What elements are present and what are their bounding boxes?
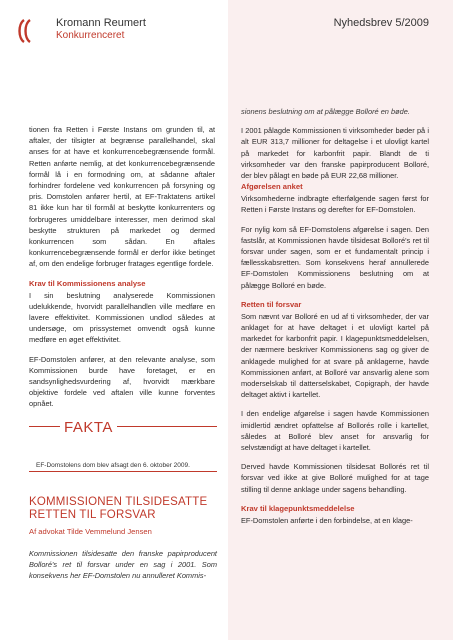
paragraph: I sin beslutning analyserede Kommissionen udelukkende, hvorvidt parallelhandlen ville medføre en lavere effektivitet. Kommissionen undlod således at undersøge, om prissystemet omvendt også kunne medføre en øget effektivitet. (29, 290, 215, 345)
issue-label: Nyhedsbrev 5/2009 (333, 17, 429, 29)
section-heading: Retten til forsvar (241, 299, 302, 309)
lead-paragraph: Kommissionen tilsidesatte den franske papirproducent Bolloré's ret til forsvar under en sag i 2001. Som konsekvens her EF-Domstolen nu annulleret Kommis- (29, 549, 217, 581)
section-heading: Afgørelsen anket (241, 182, 303, 192)
lead-continuation: sionens beslutning om at pålægge Bolloré en bøde. (241, 107, 410, 116)
paragraph: Derved havde Kommissionen tilsidesat Bollorés ret til forsvar ved ikke at give Bolloré mulighed for at tage stilling til denne anklage under sagens behandling. (241, 462, 429, 494)
paragraph: EF-Domstolen anfører, at den relevante analyse, som Kommissionen burde have foretaget, er en sandsynlighedsvurdering af, hvorvidt mærkbare objektive fordele ved aftalen ville kunne forventes opnået. (29, 354, 215, 409)
section-name: Konkurrenceret (56, 30, 125, 41)
right-column (241, 106, 429, 526)
article-byline: Af advokat Tilde Vemmelund Jensen (29, 527, 152, 536)
paragraph: For nylig kom så EF-Domstolens afgørelse i sagen. Den fastslår, at Kommissionen havde tilsidesat Bolloré's ret til forsvar under sagen, som er et fundamentalt princip i fællesskabsretten. Som konsekvens heraf annullerede EF-Domstolen Kommissionens beslutning om at pålægge Bolloré en bøde. (241, 224, 429, 290)
intro-paragraph: tionen fra Retten i Første Instans om grunden til, at aftaler, der tilsigter at begrænse parallelhandel, skal anses for at have et konkurrencebegrænsende formål. Retten anførte nemlig, at det konkurrencebegrænsende formål lå i en formodning om, at sådanne aftaler forhindrer fordelene ved konkurrencen på forsyning og pris. Domstolen anfører hertil, at EF-Traktatens artikel 81 ikke kun har til formål at beskytte konkurrenters og forbrugeres umiddelbare interesser, men derimod skal beskytte strukturen på markedet og dermed konkurrencen som sådan. En aftales konkurrencebegrænsende formål er derfor ikke betinget af, om den endelige forbruger fratages egentlige fordele. (29, 125, 215, 269)
paragraph: I 2001 pålagde Kommissionen ti virksomheder bøder på i alt EUR 313,7 millioner for deltagelse i et ulovligt kartel på markedet for karbonfrit papir. Blandt de ti virksomheder var den franske papirproducent Bolloré, der blev pålagt en bøde på EUR 22,68 millioner. (241, 126, 429, 181)
section-heading: Krav til klagepunktsmeddelelse (241, 503, 355, 513)
kromann-reumert-logo-icon (16, 18, 42, 44)
article-lead (29, 548, 217, 582)
paragraph: I den endelige afgørelse i sagen havde Kommissionen imidlertid ændret opfattelse af Bollorés rolle i kartellet, således at Bolloré blev anset for ansvarlig for selvstændigt at have deltaget i kartellet. (241, 409, 429, 453)
paragraph: Virksomhederne indbragte efterfølgende sagen først for Retten i Første Instans og derefter for EF-Domstolen. (241, 194, 429, 215)
organization-name: Kromann Reumert (56, 17, 146, 29)
article-title: KOMMISSIONEN TILSIDESATTE RETTEN TIL FORSVAR (29, 496, 208, 521)
paragraph: EF-Domstolen anførte i den forbindelse, at en klage- (241, 515, 413, 525)
left-column (29, 124, 215, 410)
fakta-label: FAKTA (60, 419, 117, 436)
fakta-text: EF-Domstolens dom blev afsagt den 6. oktober 2009. (36, 462, 190, 469)
paragraph: Som nævnt var Bolloré en ud af ti virksomheder, der var anklaget for at have deltaget i et ulovligt kartel på markedet for karbonfrit papir. I klagepunktsmeddelelsen, der nærmere beskriver Kommissionens sag og giver de anklagede mulighed for at svare på anklagerne, havde Kommissionen anført, at Bolloré var ansvarlig alene som moderselskab til datterselskabet, Copigraph, der havde deltaget aktivt i kartellet. (241, 311, 429, 400)
section-heading: Krav til Kommissionens analyse (29, 278, 146, 288)
